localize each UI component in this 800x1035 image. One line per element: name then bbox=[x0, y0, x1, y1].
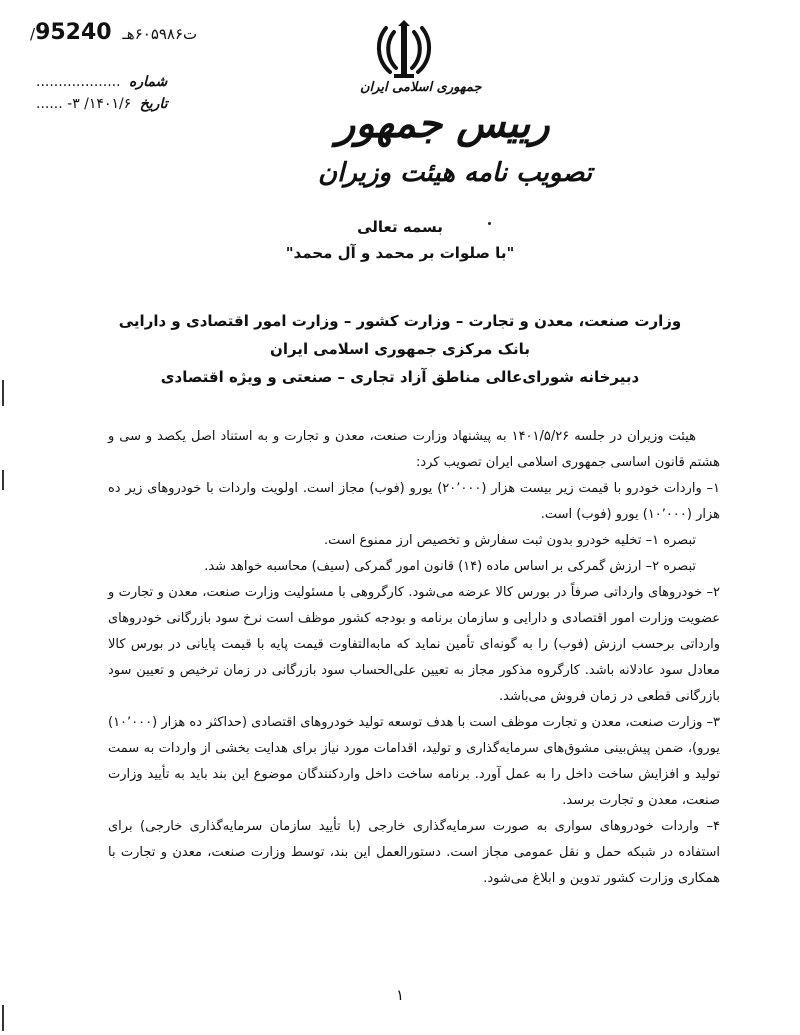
iran-emblem-icon bbox=[372, 18, 436, 82]
body-paragraph: تبصره ۲– ارزش گمرکی بر اساس ماده (۱۴) قانون امور گمرکی (سیف) محاسبه خواهد شد. bbox=[204, 559, 696, 574]
body-paragraph: ۱– واردات خودرو با قیمت زیر بیست هزار (۲۰٬۰۰۰) یورو (فوب) مجاز است. اولویت واردات با خودروهای زیر ده هزار (۱۰٬۰۰۰) یورو (فوب) است. bbox=[108, 481, 721, 522]
body-paragraph: ۴– واردات خودروهای سواری به صورت سرمایه‌گذاری خارجی (با تأیید سازمان سرمایه‌گذاری خارجی) برای استفاده در شبکه حمل و نقل عمومی مجاز است. دستورالعمل این بند، توسط وزارت صنعت، معدن و تجارت با همکاری وزارت کشور تدوین و ابلاغ می‌شود. bbox=[108, 819, 720, 886]
date-label: تاریخ bbox=[139, 96, 168, 112]
scan-edge-mark bbox=[2, 470, 4, 490]
addressee-line: دبیرخانه شورای‌عالی مناطق آزاد تجاری – صنعتی و ویژه اقتصادی bbox=[160, 368, 640, 386]
cabinet-approval-title: تصویب نامه هیئت وزیران bbox=[318, 158, 593, 188]
president-title: رییس جمهور bbox=[336, 100, 550, 147]
addressee-line: بانک مرکزی جمهوری اسلامی ایران bbox=[270, 340, 530, 358]
body-paragraph: هیئت وزیران در جلسه ۱۴۰۱/۵/۲۶ به پیشنهاد وزارت صنعت، معدن و تجارت و به استناد اصل یکصد و سی و هشتم قانون اساسی جمهوری اسلامی ایران تصویب کرد: bbox=[108, 429, 720, 470]
republic-title: جمهوری اسلامی ایران bbox=[360, 80, 482, 95]
number-value: ................... bbox=[36, 74, 121, 90]
page-number: ۱ bbox=[395, 986, 405, 1004]
body-paragraph: ۳– وزارت صنعت، معدن و تجارت موظف است با هدف توسعه تولید خودروهای اقتصادی (حداکثر ده هزار (۱۰٬۰۰۰) یورو)، ضمن پیش‌بینی مشوق‌های سرمایه‌گذاری و تولید، اقدامات مورد نیاز برای هدایت بخشی از واردات به سمت تولید و افزایش ساخت داخل را به عمل آورد. برنامه ساخت داخل واردکنندگان موضوع این بند باید به تأیید وزارت صنعت، معدن و تجارت برسد. bbox=[108, 715, 720, 808]
letter-date bbox=[36, 96, 168, 112]
addressee-line: وزارت صنعت، معدن و تجارت – وزارت کشور – وزارت امور اقتصادی و دارایی bbox=[118, 312, 682, 330]
reference-number bbox=[30, 20, 197, 45]
decree-body bbox=[108, 424, 720, 892]
letter-number bbox=[36, 74, 167, 90]
salavat-line: "با صلوات بر محمد و آل محمد" bbox=[285, 244, 515, 262]
reference-code: /ت۶۰۵۹۸۶هـ bbox=[30, 25, 198, 43]
body-paragraph: ۲– خودروهای وارداتی صرفاً در بورس کالا عرضه می‌شود. کارگروهی با مسئولیت وزارت صنعت، معدن و تجارت و عضویت وزارت امور اقتصادی و دارایی و سازمان برنامه و بودجه کشور موظف است نرخ سود بازرگانی خودروهای وارداتی برحسب ارزش (فوب) را به گونه‌ای تأمین نماید که مابه‌التفاوت قیمت پایه با قیمت پایانی در بورس کالا معادل سود عادلانه باشد. کارگروه مذکور مجاز به تعیین علی‌الحساب سود بازرگانی در زمان ترخیص و تعیین سود بازرگانی قطعی در زمان فروش می‌باشد. bbox=[108, 585, 720, 704]
date-value: ۱۴۰۱/۶/ ۳- ...... bbox=[36, 96, 132, 112]
body-paragraph: تبصره ۱– تخلیه خودرو بدون ثبت سفارش و تخصیص ارز ممنوع است. bbox=[323, 533, 696, 548]
number-label: شماره bbox=[129, 74, 168, 90]
scan-edge-mark bbox=[2, 1005, 4, 1031]
bismillah: بسمه تعالی bbox=[357, 218, 443, 236]
reference-serial: 95240 bbox=[35, 20, 112, 45]
